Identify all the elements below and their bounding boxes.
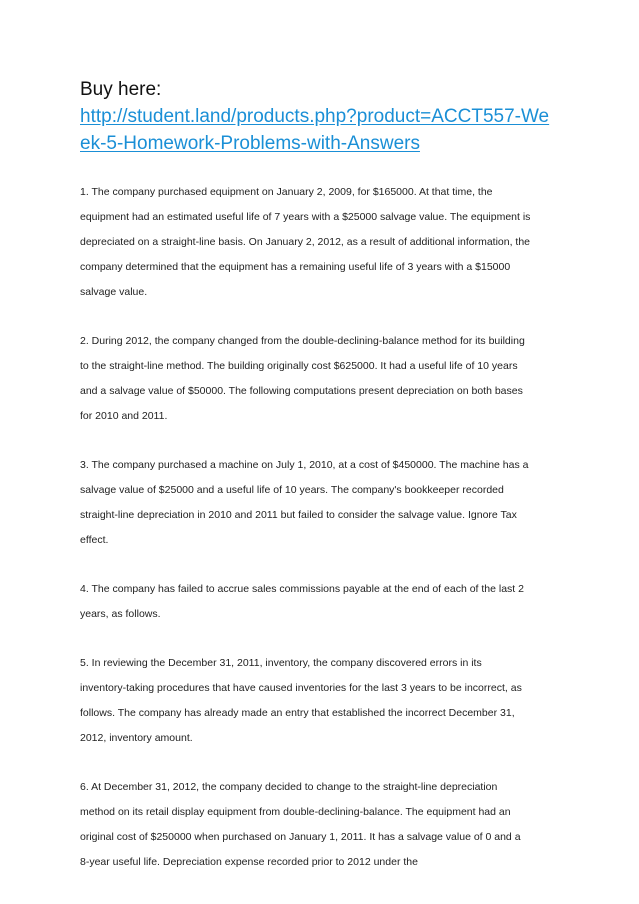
problem-6-line: method on its retail display equipment from double-declining-balance. The equipment had an — [80, 806, 511, 818]
problem-1-line: salvage value. — [80, 286, 148, 298]
problem-1-line: company determined that the equipment has a remaining useful life of 3 years with a $15000 — [80, 261, 511, 273]
problem-3-line: 3. The company purchased a machine on July 1, 2010, at a cost of $450000. The machine has a — [80, 459, 529, 471]
problem-1-line: depreciated on a straight-line basis. On January 2, 2012, as a result of additional information, the — [80, 236, 531, 248]
problem-3-line: effect. — [80, 534, 109, 546]
problem-4-line: years, as follows. — [80, 608, 161, 620]
problem-6-paragraph — [80, 775, 564, 875]
problem-3-line: salvage value of $25000 and a useful life of 10 years. The company's bookkeeper recorded — [80, 484, 504, 496]
problem-2-paragraph — [80, 329, 564, 429]
problem-4-paragraph — [80, 577, 564, 627]
problem-5-line: follows. The company has already made an entry that established the incorrect December 31, — [80, 707, 515, 719]
problem-5-line: 2012, inventory amount. — [80, 732, 193, 744]
problem-4-line: 4. The company has failed to accrue sales commissions payable at the end of each of the last 2 — [80, 583, 524, 595]
problem-2-line: 2. During 2012, the company changed from the double-declining-balance method for its building — [80, 335, 525, 347]
document-page — [80, 76, 564, 875]
problem-2-line: for 2010 and 2011. — [80, 410, 168, 422]
problem-1-paragraph — [80, 180, 564, 305]
problem-1-line: equipment had an estimated useful life of 7 years with a $25000 salvage value. The equipment is — [80, 211, 531, 223]
problem-3-paragraph — [80, 453, 564, 553]
problem-3-line: straight-line depreciation in 2010 and 2011 but failed to consider the salvage value. Ignore Tax — [80, 509, 517, 521]
problem-6-line: 8-year useful life. Depreciation expense recorded prior to 2012 under the — [80, 856, 418, 868]
problem-2-line: to the straight-line method. The building originally cost $625000. It had a useful life of 10 years — [80, 360, 518, 372]
problem-5-line: 5. In reviewing the December 31, 2011, inventory, the company discovered errors in its — [80, 657, 482, 669]
product-link-line-1[interactable]: http://student.land/products.php?product=ACCT557-We — [80, 106, 550, 127]
problem-1-line: 1. The company purchased equipment on January 2, 2009, for $165000. At that time, the — [80, 186, 493, 198]
problem-2-line: and a salvage value of $50000. The following computations present depreciation on both bases — [80, 385, 523, 397]
problem-6-line: original cost of $250000 when purchased on January 1, 2011. It has a salvage value of 0 and a — [80, 831, 521, 843]
product-link-line-2[interactable]: ek-5-Homework-Problems-with-Answers — [80, 133, 420, 154]
problem-5-line: inventory-taking procedures that have caused inventories for the last 3 years to be incorrect, as — [80, 682, 522, 694]
buy-here-label: Buy here: — [80, 79, 162, 100]
product-link[interactable] — [80, 103, 564, 157]
problem-6-line: 6. At December 31, 2012, the company decided to change to the straight-line depreciation — [80, 781, 498, 793]
problem-5-paragraph — [80, 651, 564, 751]
